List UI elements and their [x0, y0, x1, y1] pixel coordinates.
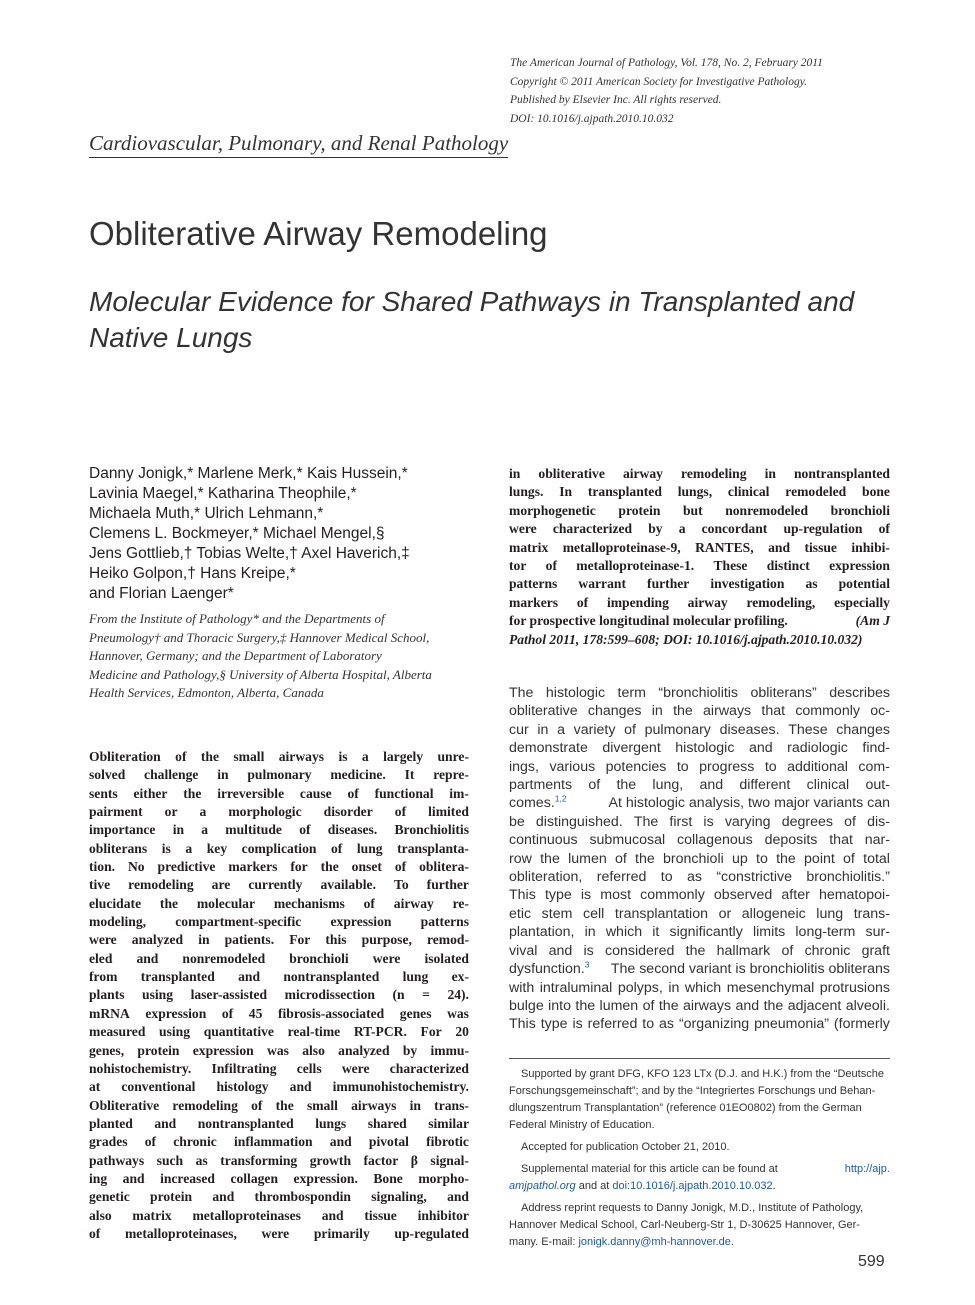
text-line: Obliterative remodeling of the small airways in trans-	[89, 1097, 469, 1113]
text-line: ing and increased collagen expression. Bone morpho-	[89, 1170, 469, 1186]
text-line: plants using laser-assisted microdissection (n = 24).	[89, 987, 469, 1003]
author-line: and Florian Laenger*	[89, 585, 234, 602]
footnote-text: Supplemental material for this article can be found at	[521, 1163, 778, 1175]
footnote-text: .	[730, 1236, 734, 1248]
body-text	[509, 684, 890, 1034]
footnote-text: Address reprint requests to Danny Jonigk, M.D., Institute of Pathology,	[521, 1202, 864, 1214]
reference-link[interactable]: 3	[584, 959, 590, 970]
page-number: 599	[858, 1253, 885, 1270]
text-line: obliterative changes in the airways that commonly oc-	[509, 703, 890, 720]
text-line: were characterized by a concordant up-regulation of	[509, 521, 890, 537]
text-line: solved challenge in pulmonary medicine. It repre-	[89, 767, 469, 783]
article-title: Obliterative Airway Remodeling	[89, 215, 548, 252]
text-line: This type is most commonly observed after hematopoi-	[509, 887, 890, 904]
text-line: continuous submucosal collagenous deposits that nar-	[509, 832, 890, 849]
email-link[interactable]: jonigk.danny@mh-hannover.de	[578, 1236, 731, 1248]
text-line: Obliteration of the small airways is a largely unre-	[89, 749, 469, 764]
affiliation-line: Health Services, Edmonton, Alberta, Canada	[89, 685, 324, 700]
text-line: planted and nontransplanted lungs shared similar	[89, 1115, 469, 1131]
affiliations	[89, 610, 469, 703]
abstract-citation: Pathol 2011, 178:599–608; DOI: 10.1016/j.ajpath.2010.10.032)	[509, 631, 863, 647]
text-line: importance in a multitude of diseases. Bronchiolitis	[89, 822, 469, 838]
footnote-line	[509, 1234, 890, 1251]
footnote-text: and at	[575, 1180, 613, 1192]
text-line: tive remodeling are currently available. To further	[89, 877, 469, 893]
text-line: at conventional histology and immunohistochemistry.	[89, 1079, 469, 1095]
footnote-divider	[509, 1058, 890, 1059]
text-line: with intraluminal polyps, in which mesenchymal protrusions	[509, 979, 890, 996]
footnotes	[509, 1066, 890, 1256]
footnote-text: Supported by grant DFG, KFO 123 LTx (D.J. and H.K.) from the “Deutsche	[521, 1068, 884, 1080]
text-line: genetic protein and thrombospondin signaling, and	[89, 1189, 469, 1205]
footnote-text: Federal Ministry of Education.	[509, 1119, 655, 1131]
body-text-fragment: At histologic analysis, two major variants can	[608, 795, 890, 812]
text-line: in obliterative airway remodeling in nontransplanted	[509, 466, 890, 481]
text-line: vival and is considered the hallmark of chronic graft	[509, 942, 890, 959]
author-line: Danny Jonigk,* Marlene Merk,* Kais Hussein,*	[89, 465, 408, 482]
text-line: patterns warrant further investigation as potential	[509, 576, 890, 592]
text-line: ings, various potencies to progress to additional com-	[509, 758, 890, 775]
text-line: genes, protein expression was also analyzed by immu-	[89, 1042, 469, 1058]
body-line	[509, 960, 890, 978]
journal-header	[510, 54, 930, 128]
text-line: measured using quantitative real-time RT-PCR. For 20	[89, 1024, 469, 1040]
text-line: modeling, compartment-specific expression patterns	[89, 914, 469, 930]
body-text-fragment: dysfunction.	[509, 961, 585, 978]
text-line: also matrix metalloproteinases and tissue inhibitor	[89, 1207, 469, 1223]
abstract-left-column	[89, 748, 469, 1243]
footnote-text: .	[772, 1180, 776, 1192]
reprint-note	[509, 1200, 890, 1251]
text-line: eled and nonremodeled bronchioli were isolated	[89, 950, 469, 966]
footnote-line	[509, 1217, 890, 1234]
text-line: markers of impending airway remodeling, especially	[509, 594, 890, 610]
journal-citation: The American Journal of Pathology, Vol. 178, No. 2, February 2011	[510, 57, 823, 69]
footnote-text: Forschungsgemeinschaft”; and by the “Integriertes Forschungs und Behan-	[509, 1085, 876, 1097]
affiliation-line: From the Institute of Pathology* and the Departments of	[89, 611, 385, 626]
author-line: Lavinia Maegel,* Katharina Theophile,*	[89, 485, 357, 502]
author-line: Clemens L. Bockmeyer,* Michael Mengel,§	[89, 525, 385, 542]
copyright-line: Copyright © 2011 American Society for Investigative Pathology.	[510, 75, 808, 88]
text-line: morphogenetic protein but nonremodeled bronchioli	[509, 502, 890, 518]
author-line: Michaela Muth,* Ulrich Lehmann,*	[89, 505, 324, 522]
publisher-line: Published by Elsevier Inc. All rights reserved.	[510, 94, 722, 106]
text-line: cur in a variety of pulmonary diseases. These changes	[509, 721, 890, 738]
footnote-line	[509, 1178, 890, 1195]
text-line: nohistochemistry. Infiltrating cells were characterized	[89, 1060, 469, 1076]
text-line: pathways such as transforming growth factor β signal-	[89, 1152, 469, 1168]
supplemental-url-link[interactable]: http://ajp.	[844, 1163, 890, 1175]
body-text-fragment: The second variant is bronchiolitis obliterans	[610, 961, 890, 978]
text-line: from transplanted and nontransplanted lung ex-	[89, 969, 469, 985]
text-line: mRNA expression of 45 fibrosis-associated genes was	[89, 1005, 469, 1021]
text-line: of metalloproteinases, were primarily up-regulated	[89, 1225, 469, 1241]
text-line: grades of chronic inflammation and pivotal fibrotic	[89, 1134, 469, 1150]
text-line: lungs. In transplanted lungs, clinical remodeled bone	[509, 484, 890, 500]
footnote-line	[509, 1066, 890, 1083]
supplemental-url-link-cont[interactable]: amjpathol.org	[509, 1180, 576, 1192]
body-text-fragment: comes.	[509, 795, 555, 812]
footnote-line	[509, 1200, 890, 1217]
text-line: partments of the lung, and different clinical out-	[509, 777, 890, 794]
footnote-line	[509, 1161, 890, 1178]
section-heading: Cardiovascular, Pulmonary, and Renal Pathology	[89, 131, 508, 158]
text-line: bulge into the lumen of the airways and the adjacent alveoli.	[509, 997, 890, 1014]
footnote-text: Hannover Medical School, Carl-Neuberg-Str 1, D-30625 Hannover, Ger-	[509, 1219, 860, 1231]
text-line: elucidate the molecular mechanisms of airway re-	[89, 895, 469, 911]
text-line: be distinguished. The first is varying degrees of dis-	[509, 813, 890, 830]
text-line: This type is referred to as “organizing pneumonia” (formerly	[509, 1016, 890, 1033]
text-line: obliteration, referred to as “constrictive bronchiolitis.”	[509, 869, 890, 886]
text-line: row the lumen of the bronchioli up to the point of total	[509, 850, 890, 867]
body-line	[509, 794, 890, 812]
affiliation-line: Pneumology† and Thoracic Surgery,‡ Hannover Medical School,	[89, 629, 430, 645]
text-line: tor of metalloproteinase-1. These distinct expression	[509, 558, 890, 574]
text-line: pairment or a morphologic disorder of limited	[89, 804, 469, 820]
author-line: Heiko Golpon,† Hans Kreipe,*	[89, 565, 296, 582]
text-line: The histologic term “bronchiolitis obliterans” describes	[509, 685, 890, 701]
funding-note	[509, 1066, 890, 1134]
doi-line: DOI: 10.1016/j.ajpath.2010.10.032	[510, 112, 674, 125]
affiliation-line: Hannover, Germany; and the Department of Laboratory	[89, 648, 382, 663]
text-line: were analyzed in patients. For this purpose, remod-	[89, 932, 469, 948]
text-line: plantation, in which it significantly limits long-term sur-	[509, 924, 890, 941]
abstract-citation-start: (Am J	[855, 613, 890, 629]
author-line: Jens Gottlieb,† Tobias Welte,† Axel Haverich,‡	[89, 545, 410, 562]
abstract-right-column	[509, 465, 890, 649]
text-line: demonstrate divergent histologic and radiologic find-	[509, 740, 890, 757]
footnote-line	[509, 1100, 890, 1117]
text-line: tion. No predictive markers for the onset of oblitera-	[89, 859, 469, 875]
abstract-final-line	[509, 612, 890, 630]
footnote-text: many. E-mail:	[509, 1236, 579, 1248]
accepted-note: Accepted for publication October 21, 2010.	[521, 1141, 730, 1153]
abstract-text-line: for prospective longitudinal molecular profiling.	[509, 613, 788, 629]
article-subtitle: Molecular Evidence for Shared Pathways in Transplanted and Native Lungs	[89, 286, 855, 353]
supplemental-note	[509, 1161, 890, 1195]
footnote-text: dlungszentrum Transplantation” (reference 01EO0802) from the German	[509, 1102, 862, 1114]
reference-link[interactable]: 1,2	[554, 793, 567, 804]
text-line: obliterans is a key complication of lung transplanta-	[89, 840, 469, 856]
text-line: matrix metalloproteinase-9, RANTES, and tissue inhibi-	[509, 539, 890, 555]
affiliation-line: Medicine and Pathology,§ University of Alberta Hospital, Alberta	[89, 666, 432, 682]
text-line: sents either the irreversible cause of functional im-	[89, 785, 469, 801]
doi-link[interactable]: doi:10.1016/j.ajpath.2010.10.032	[612, 1180, 773, 1192]
footnote-line	[509, 1083, 890, 1100]
author-list	[89, 464, 479, 604]
text-line: etic stem cell transplantation or allogeneic lung trans-	[509, 905, 890, 922]
